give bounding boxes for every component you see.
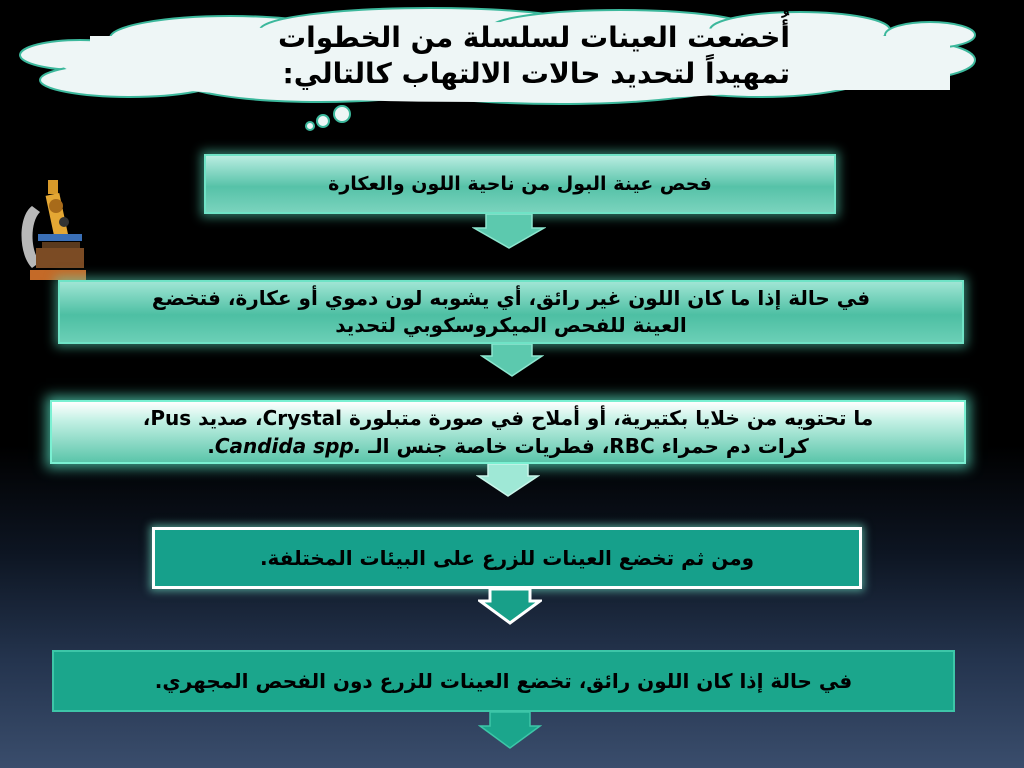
step-5-box (52, 650, 955, 712)
page-title (150, 20, 790, 92)
step-1-box (204, 154, 836, 214)
step-2-line-2: العينة للفحص الميكروسكوبي لتحديد (335, 313, 687, 337)
step-5-text: في حالة إذا كان اللون رائق، تخضع العينات للزرع دون الفحص المجهري. (154, 669, 853, 693)
step-4-text: ومن ثم تخضع العينات للزرع على البيئات المختلفة. (259, 546, 755, 570)
step-3-line-2-prefix: كرات دم حمراء RBC، فطريات خاصة جنس الـ (361, 434, 809, 458)
title-line-1: أُخضعت العينات لسلسلة من الخطوات (278, 21, 790, 54)
step-2-line-1: في حالة إذا ما كان اللون غير رائق، أي يشوبه لون دموي أو عكارة، فتخضع (151, 286, 871, 310)
microscope-icon (12, 176, 92, 288)
arrow-down-icon (476, 464, 540, 498)
step-3-line-1: ما تحتويه من خلايا بكتيرية، أو أملاح في صورة متبلورة Crystal، صديد Pus، (142, 406, 874, 430)
step-2-box (58, 280, 964, 344)
arrow-down-icon (472, 214, 546, 250)
step-4-box (152, 527, 862, 589)
arrow-down-icon (478, 712, 542, 750)
step-1-text: فحص عينة البول من ناحية اللون والعكارة (328, 173, 712, 195)
step-3-italic-term: Candida spp. (214, 434, 362, 458)
step-3-box (50, 400, 966, 464)
step-3-line-2 (207, 432, 809, 460)
title-line-2: تمهيداً لتحديد حالات الالتهاب كالتالي: (282, 57, 790, 90)
step-3-line-2-suffix: . (207, 434, 215, 458)
arrow-down-icon (480, 344, 544, 378)
arrow-down-icon (478, 589, 542, 625)
